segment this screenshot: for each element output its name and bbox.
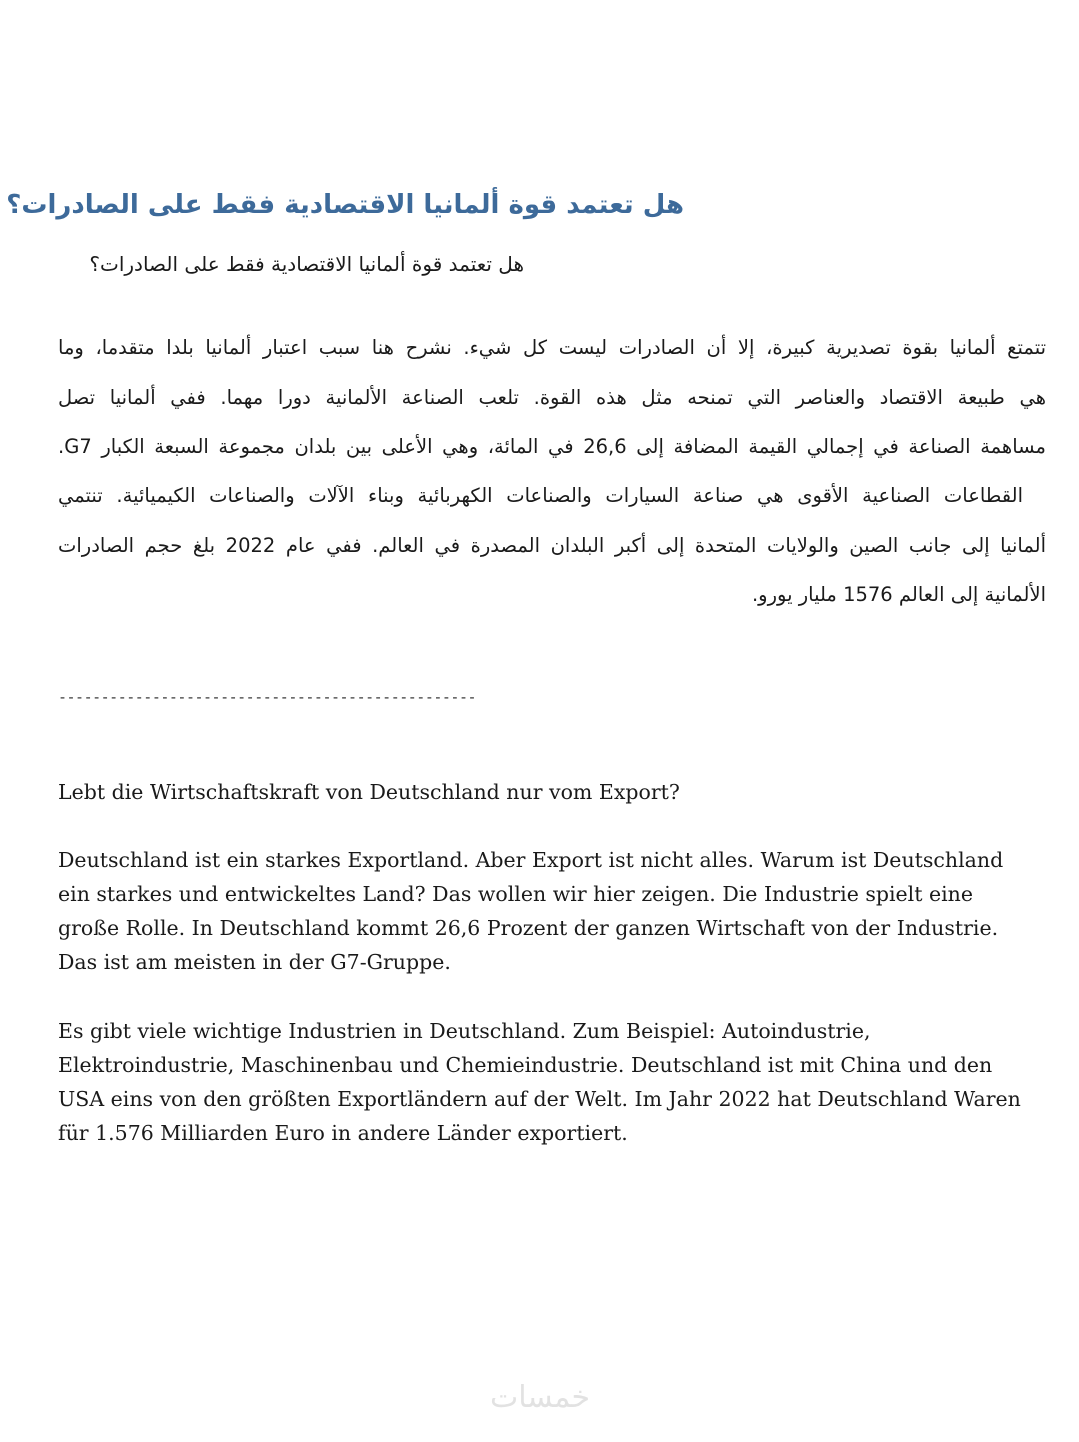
arabic-line: القطاعات الصناعية الأقوى هي صناعة السيارات والصناعات الكهربائية وبناء الآلات والصناعات الكيميائية. تنتمي: [58, 484, 1023, 507]
arabic-line: هي طبيعة الاقتصاد والعناصر التي تمنحه مثل هذه القوة. تلعب الصناعة الألمانية دورا مهما. ففي ألمانيا تصل: [58, 386, 1046, 409]
german-line: USA eins von den größten Exportländern auf der Welt. Im Jahr 2022 hat Deutschland Waren: [58, 1087, 1021, 1111]
arabic-line: ألمانيا إلى جانب الصين والولايات المتحدة إلى أكبر البلدان المصدرة في العالم. ففي عام 2022 بلغ حجم الصادرات: [58, 534, 1047, 557]
german-line: Es gibt viele wichtige Industrien in Deutschland. Zum Beispiel: Autoindustrie,: [58, 1019, 871, 1043]
german-line: Das ist am meisten in der G7-Gruppe.: [58, 950, 451, 974]
arabic-line: مساهمة الصناعة في إجمالي القيمة المضافة إلى 26,6 في المائة، وهي الأعلى بين بلدان مجموعة السبعة الكبار G7.: [58, 435, 1046, 458]
arabic-title: هل تعتمد قوة ألمانيا الاقتصادية فقط على الصادرات؟: [6, 190, 684, 220]
german-line: ein starkes und entwickeltes Land? Das wollen wir hier zeigen. Die Industrie spielt eine: [58, 882, 974, 906]
arabic-subtitle: هل تعتمد قوة ألمانيا الاقتصادية فقط على الصادرات؟: [89, 252, 524, 276]
german-line: Elektroindustrie, Maschinenbau und Chemieindustrie. Deutschland ist mit China und den: [58, 1053, 993, 1077]
separator-line: -------------------------------------------------: [58, 688, 477, 706]
german-title: Lebt die Wirtschaftskraft von Deutschland nur vom Export?: [58, 780, 680, 804]
german-line: große Rolle. In Deutschland kommt 26,6 Prozent der ganzen Wirtschaft von der Industrie.: [58, 916, 999, 940]
german-line: Deutschland ist ein starkes Exportland. Aber Export ist nicht alles. Warum ist Deutschland: [58, 848, 1004, 872]
german-line: für 1.576 Milliarden Euro in andere Länder exportiert.: [58, 1121, 628, 1145]
watermark-logo: خمسات: [489, 1380, 591, 1415]
arabic-line: تتمتع ألمانيا بقوة تصديرية كبيرة، إلا أن الصادرات ليست كل شيء. نشرح هنا سبب اعتبار ألمانيا بلدا متقدما، وما: [58, 336, 1046, 359]
arabic-line: الألمانية إلى العالم 1576 مليار يورو.: [751, 583, 1046, 606]
